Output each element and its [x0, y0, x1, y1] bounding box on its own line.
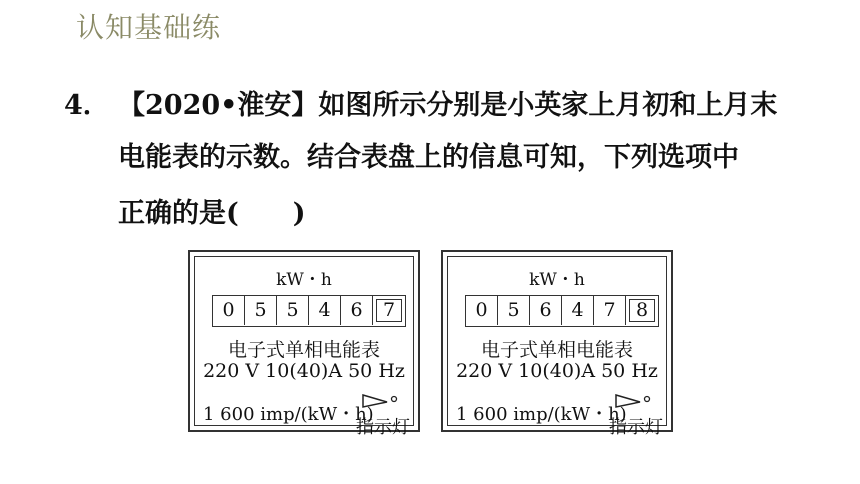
meter-digit: 6: [530, 296, 562, 325]
meter-digit: 5: [245, 296, 277, 325]
question-number: 4．: [64, 90, 110, 121]
meter-digit: 4: [309, 296, 341, 325]
meter-start-of-month: [188, 250, 420, 438]
meter-end-of-month: [441, 250, 673, 438]
meter-unit: kW・h: [529, 270, 585, 290]
meter-spec: 220 V 10(40)A 50 Hz: [203, 360, 405, 382]
meter-type: 电子式单相电能表: [480, 339, 633, 361]
indicator-lamp-icon: [614, 393, 654, 409]
meter-decimal-digit: 8: [626, 296, 658, 325]
meter-reading: [465, 295, 659, 327]
meter-digit: 4: [562, 296, 594, 325]
meter-digit: 0: [213, 296, 245, 325]
meter-reading: [212, 295, 406, 327]
question-text-line-3: 正确的是( ): [118, 198, 306, 229]
indicator-lamp-label: 指示灯: [609, 417, 663, 438]
indicator-lamp-icon: [361, 393, 401, 409]
meter-constant: 1 600 imp/(kW・h): [203, 404, 374, 425]
meter-digit: 0: [466, 296, 498, 325]
meter-constant: 1 600 imp/(kW・h): [456, 404, 627, 425]
meter-face: [194, 256, 414, 438]
meter-digit: 5: [498, 296, 530, 325]
question-text-line-1: 【2020•淮安】如图所示分别是小英家上月初和上月末: [118, 90, 778, 121]
section-title: 认知基础练: [76, 11, 222, 44]
question-text-line-2: 电能表的示数。结合表盘上的信息可知，下列选项中: [118, 142, 739, 173]
meter-spec: 220 V 10(40)A 50 Hz: [456, 360, 658, 382]
meter-face: [447, 256, 667, 438]
indicator-lamp-label: 指示灯: [356, 417, 410, 438]
meter-unit: kW・h: [276, 270, 332, 290]
meter-type: 电子式单相电能表: [227, 339, 380, 361]
meter-digit: 6: [341, 296, 373, 325]
meter-digit: 5: [277, 296, 309, 325]
meter-decimal-digit: 7: [373, 296, 405, 325]
meter-digit: 7: [594, 296, 626, 325]
